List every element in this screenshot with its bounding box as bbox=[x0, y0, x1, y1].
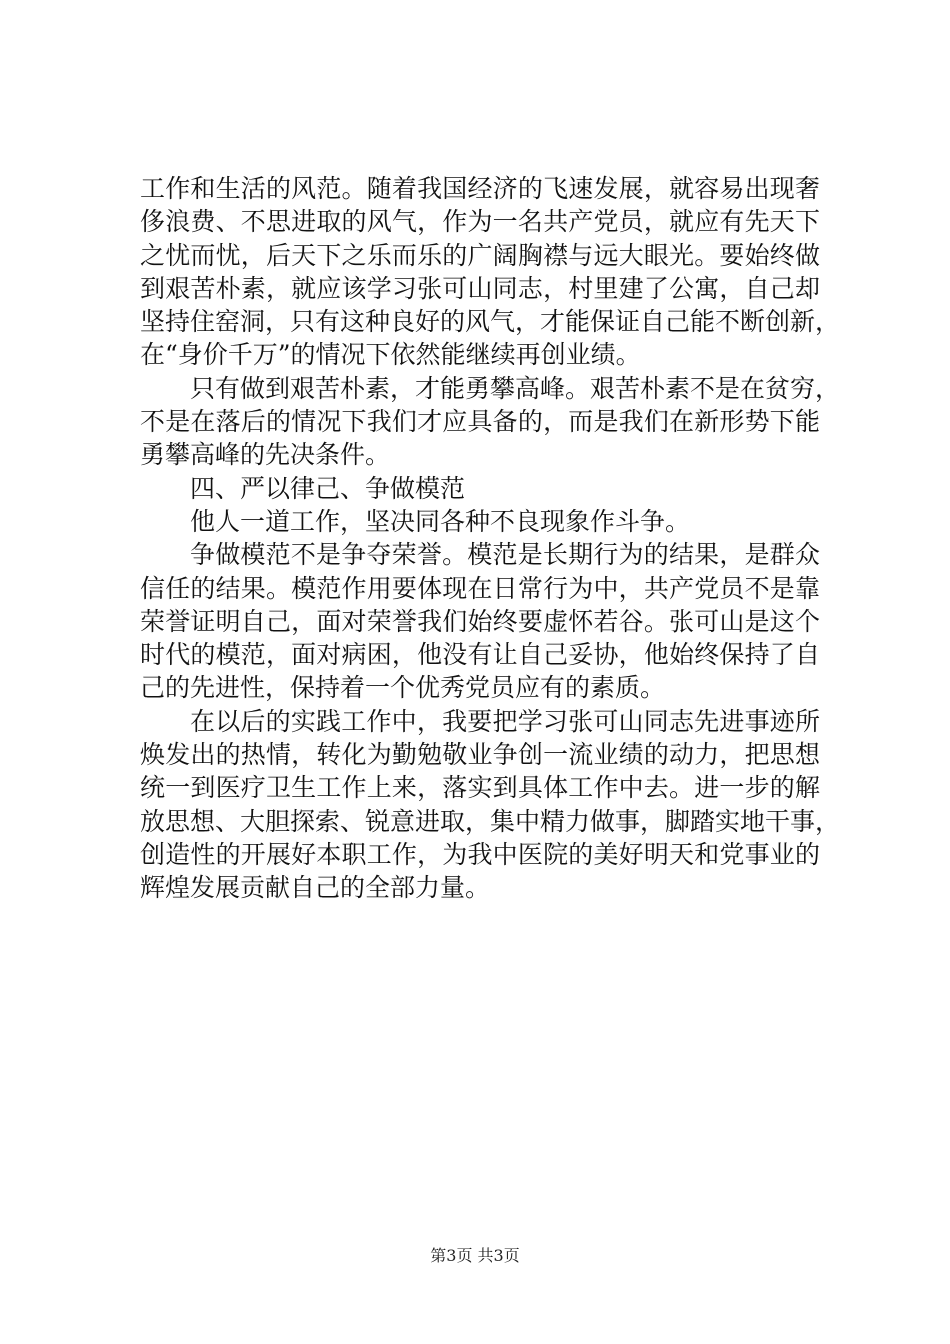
paragraph bbox=[140, 505, 820, 538]
paragraph-line: 己的先进性，保持着一个优秀党员应有的素质。 bbox=[140, 673, 666, 703]
paragraph-line: 四、严以律己、争做模范 bbox=[190, 473, 466, 503]
paragraph-line: 信任的结果。模范作用要体现在日常行为中，共产党员不是靠 bbox=[140, 573, 820, 603]
paragraph-line: 在以后的实践工作中，我要把学习张可山同志先进事迹所 bbox=[190, 706, 820, 736]
paragraph bbox=[140, 705, 841, 905]
paragraph-line: 放思想、大胆探索、锐意进取，集中精力做事，脚踏实地干事， bbox=[140, 806, 841, 836]
paragraph bbox=[140, 172, 841, 372]
paragraph-line: 争做模范不是争夺荣誉。模范是长期行为的结果，是群众 bbox=[190, 540, 820, 570]
paragraph bbox=[140, 472, 820, 505]
paragraph-line: 不是在落后的情况下我们才应具备的，而是我们在新形势下能 bbox=[140, 407, 820, 437]
paragraph bbox=[140, 372, 841, 472]
document-body bbox=[140, 172, 841, 905]
paragraph-line: 焕发出的热情，转化为勤勉敬业争创一流业绩的动力，把思想 bbox=[140, 740, 820, 770]
paragraph bbox=[140, 538, 820, 704]
paragraph-line: 勇攀高峰的先决条件。 bbox=[140, 440, 391, 470]
paragraph-line: 在“身价千万”的情况下依然能继续再创业绩。 bbox=[140, 340, 641, 370]
paragraph-line: 只有做到艰苦朴素，才能勇攀高峰。艰苦朴素不是在贫穷， bbox=[190, 373, 841, 403]
paragraph-line: 统一到医疗卫生工作上来，落实到具体工作中去。进一步的解 bbox=[140, 773, 820, 803]
paragraph-line: 之忧而忧，后天下之乐而乐的广阔胸襟与远大眼光。要始终做 bbox=[140, 240, 820, 270]
paragraph-line: 坚持住窑洞，只有这种良好的风气，才能保证自己能不断创新， bbox=[140, 307, 841, 337]
paragraph-line: 时代的模范，面对病困，他没有让自己妥协，他始终保持了自 bbox=[140, 640, 820, 670]
paragraph-line: 荣誉证明自己，面对荣誉我们始终要虚怀若谷。张可山是这个 bbox=[140, 606, 820, 636]
paragraph-line: 侈浪费、不思进取的风气，作为一名共产党员，就应有先天下 bbox=[140, 207, 820, 237]
paragraph-line: 工作和生活的风范。随着我国经济的飞速发展，就容易出现奢 bbox=[140, 174, 820, 203]
paragraph-line: 他人一道工作，坚决同各种不良现象作斗争。 bbox=[190, 506, 691, 536]
page-number-footer: 第3页 共3页 bbox=[430, 1246, 520, 1265]
paragraph-line: 辉煌发展贡献自己的全部力量。 bbox=[140, 873, 491, 903]
paragraph-line: 创造性的开展好本职工作，为我中医院的美好明天和党事业的 bbox=[140, 839, 820, 869]
paragraph-line: 到艰苦朴素，就应该学习张可山同志，村里建了公寓，自己却 bbox=[140, 273, 820, 303]
